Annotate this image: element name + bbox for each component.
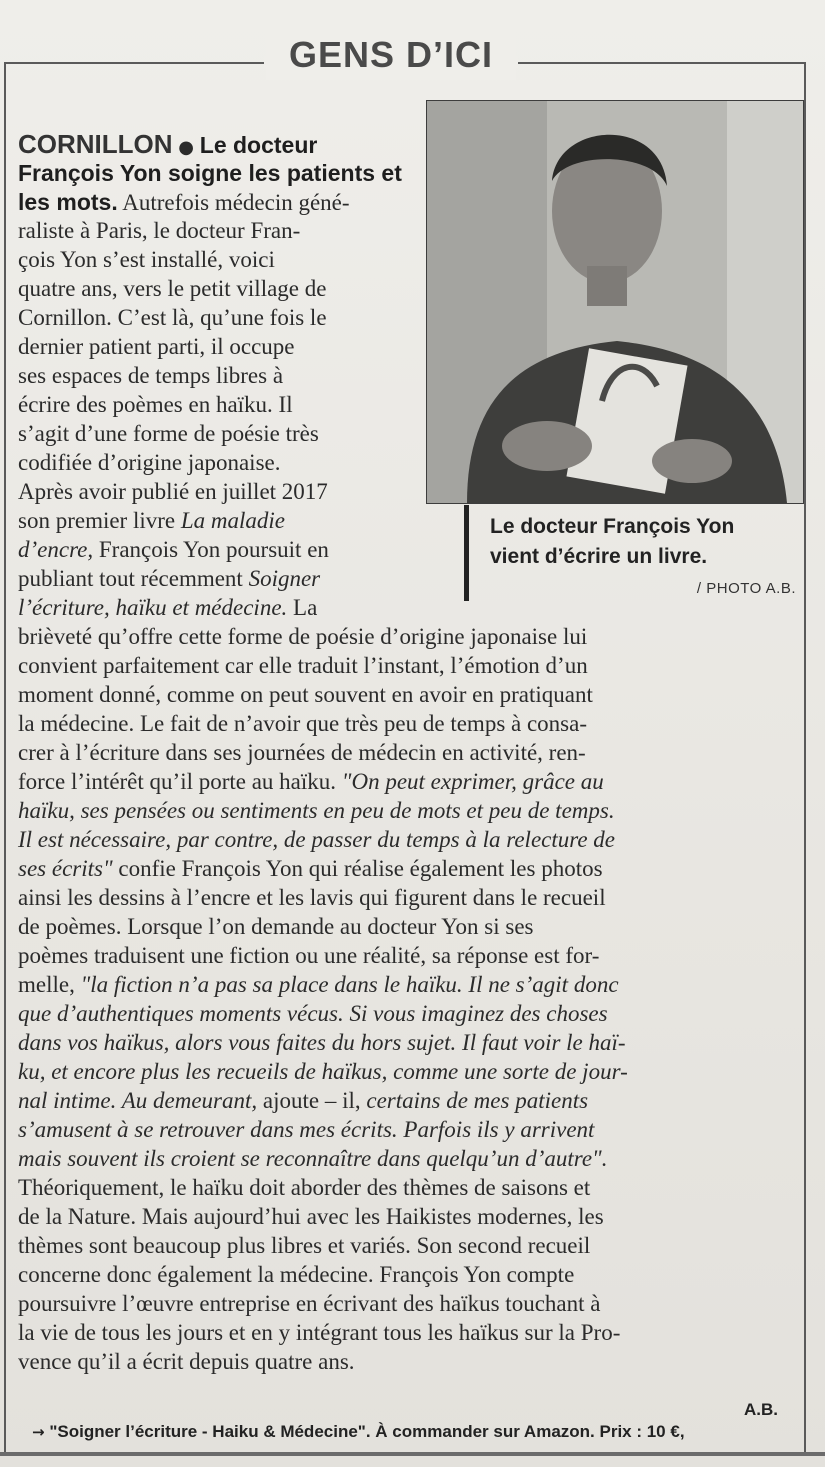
caption-line-1: Le docteur François Yon bbox=[490, 515, 735, 538]
article-line bbox=[18, 1058, 628, 1086]
article-line bbox=[18, 797, 615, 825]
article-line bbox=[18, 565, 320, 593]
headline-part-3: les mots. bbox=[18, 189, 118, 215]
text-segment: François Yon poursuit en bbox=[93, 537, 329, 562]
article-line: ses espaces de temps libres à bbox=[18, 363, 284, 388]
article-line bbox=[18, 507, 285, 535]
caption-line-2: vient d’écrire un livre. bbox=[490, 545, 708, 568]
article-line: dernier patient parti, il occupe bbox=[18, 334, 295, 359]
article-line: Après avoir publié en juillet 2017 bbox=[18, 479, 328, 504]
article-line bbox=[18, 1000, 608, 1028]
photo-caption bbox=[490, 512, 790, 572]
article-line: quatre ans, vers le petit village de bbox=[18, 276, 327, 301]
order-note bbox=[32, 1422, 685, 1442]
section-title: GENS D’ICI bbox=[266, 30, 516, 80]
headline-part-1: Le docteur bbox=[199, 132, 318, 158]
quote-segment: "la fiction n’a pas sa place dans le haïku. Il ne s’agit donc bbox=[80, 972, 619, 997]
article-line: thèmes sont beaucoup plus libres et variés. Son second recueil bbox=[18, 1233, 591, 1258]
article-line: crer à l’écriture dans ses journées de médecin en activité, ren- bbox=[18, 740, 586, 765]
article-line-1 bbox=[18, 130, 317, 158]
article-line bbox=[18, 1029, 626, 1057]
article-line: poursuivre l’œuvre entreprise en écrivant des haïkus touchant à bbox=[18, 1291, 601, 1316]
article-line bbox=[18, 971, 619, 999]
article-line: Théoriquement, le haïku doit aborder des thèmes de saisons et bbox=[18, 1175, 591, 1200]
order-note-text: "Soigner l’écriture - Haiku & Médecine". À commander sur Amazon. Prix : 10 €, bbox=[49, 1422, 685, 1441]
text-segment: ajoute – il, bbox=[257, 1088, 367, 1113]
book-title: d’encre, bbox=[18, 537, 94, 562]
bottom-rule bbox=[0, 1452, 825, 1456]
article-line bbox=[18, 1145, 607, 1173]
article-line bbox=[18, 536, 329, 564]
quote-segment: mais souvent ils croient se reconnaître dans quelqu’un d’autre". bbox=[18, 1146, 608, 1171]
quote-segment: ku, et encore plus les recueils de haïkus, comme une sorte de jour- bbox=[18, 1059, 628, 1084]
article-line: Cornillon. C’est là, qu’une fois le bbox=[18, 305, 327, 330]
quote-segment: s’amusent à se retrouver dans mes écrits. Parfois ils y arrivent bbox=[18, 1117, 595, 1142]
text-segment: Autrefois médecin géné- bbox=[122, 190, 350, 215]
article-line: la vie de tous les jours et en y intégrant tous les haïkus sur la Pro- bbox=[18, 1320, 621, 1345]
article-line: de poèmes. Lorsque l’on demande au docteur Yon si ses bbox=[18, 914, 534, 939]
article-line bbox=[18, 855, 603, 883]
book-title: La maladie bbox=[180, 508, 286, 533]
text-segment: confie François Yon qui réalise également les photos bbox=[112, 856, 603, 881]
article-line: concerne donc également la médecine. François Yon compte bbox=[18, 1262, 575, 1287]
photo-credit: / PHOTO A.B. bbox=[696, 580, 796, 597]
article-line: convient parfaitement car elle traduit l’instant, l’émotion d’un bbox=[18, 653, 588, 678]
quote-segment: "On peut exprimer, grâce au bbox=[341, 769, 604, 794]
article-line-2 bbox=[18, 159, 402, 187]
quote-segment: dans vos haïkus, alors vous faites du hors sujet. Il faut voir le haï- bbox=[18, 1030, 626, 1055]
text-segment: La bbox=[287, 595, 318, 620]
article-line bbox=[18, 594, 317, 622]
place-name: CORNILLON bbox=[18, 129, 173, 159]
headline-part-2: François Yon soigne les patients et bbox=[18, 160, 402, 186]
article-line: moment donné, comme on peut souvent en avoir en pratiquant bbox=[18, 682, 593, 707]
quote-segment: Il est nécessaire, par contre, de passer du temps à la relecture de bbox=[18, 827, 616, 852]
quote-segment: que d’authentiques moments vécus. Si vous imaginez des choses bbox=[18, 1001, 608, 1026]
text-segment: son premier livre bbox=[18, 508, 181, 533]
quote-segment: ses écrits" bbox=[18, 856, 113, 881]
doctor-portrait-illustration bbox=[427, 101, 803, 503]
arrow-right-icon: → bbox=[32, 1423, 45, 1441]
caption-bar bbox=[464, 505, 469, 601]
text-segment: melle, bbox=[18, 972, 81, 997]
book-title: l’écriture, haïku et médecine. bbox=[18, 595, 288, 620]
author-signature: A.B. bbox=[744, 1400, 778, 1419]
bullet-icon: ● bbox=[178, 137, 195, 158]
quote-segment: haïku, ses pensées ou sentiments en peu de mots et peu de temps. bbox=[18, 798, 615, 823]
article-line: raliste à Paris, le docteur Fran- bbox=[18, 218, 301, 243]
article-line bbox=[18, 826, 615, 854]
article-line: s’agit d’une forme de poésie très bbox=[18, 421, 319, 446]
article-line: codifiée d’origine japonaise. bbox=[18, 450, 281, 475]
book-title: Soigner bbox=[248, 566, 321, 591]
doctor-photo bbox=[426, 100, 804, 504]
article-line: ainsi les dessins à l’encre et les lavis qui figurent dans le recueil bbox=[18, 885, 606, 910]
article-line: la médecine. Le fait de n’avoir que très peu de temps à consa- bbox=[18, 711, 588, 736]
article-line bbox=[18, 768, 604, 796]
text-segment: force l’intérêt qu’il porte au haïku. bbox=[18, 769, 342, 794]
article-line: écrire des poèmes en haïku. Il bbox=[18, 392, 293, 417]
quote-segment: certains de mes patients bbox=[366, 1088, 589, 1113]
quote-segment: nal intime. Au demeurant, bbox=[18, 1088, 258, 1113]
article-line: poèmes traduisent une fiction ou une réalité, sa réponse est for- bbox=[18, 943, 600, 968]
article-line: çois Yon s’est installé, voici bbox=[18, 247, 275, 272]
article-line: brièveté qu’offre cette forme de poésie d’origine japonaise lui bbox=[18, 624, 588, 649]
text-segment: publiant tout récemment bbox=[18, 566, 249, 591]
article-line bbox=[18, 1116, 594, 1144]
article-line: vence qu’il a écrit depuis quatre ans. bbox=[18, 1349, 355, 1374]
article-line: de la Nature. Mais aujourd’hui avec les Haikistes modernes, les bbox=[18, 1204, 604, 1229]
article-line-3 bbox=[18, 188, 350, 216]
article-line bbox=[18, 1087, 588, 1115]
